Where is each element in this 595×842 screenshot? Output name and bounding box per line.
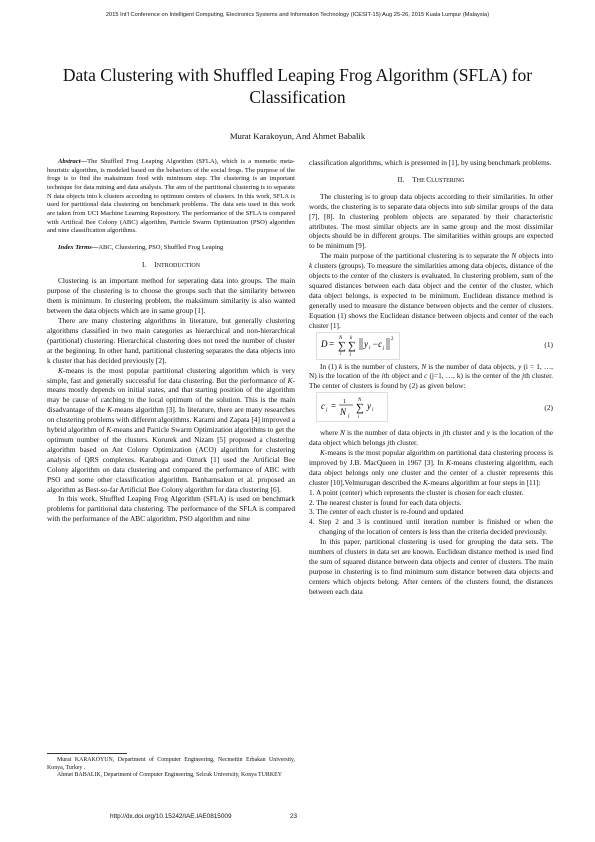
abstract-label: Abstract— bbox=[58, 158, 88, 165]
svg-text:i: i bbox=[372, 408, 374, 414]
svg-text:∑: ∑ bbox=[356, 402, 364, 415]
footnotes bbox=[47, 757, 295, 780]
kmeans-step-4: 4. Step 2 and 3 is continued until iteration number is finished or when the changing of the location of centers is less than the criteria decided previously. bbox=[309, 517, 553, 537]
svg-text:N: N bbox=[340, 407, 347, 418]
svg-text:−c: −c bbox=[372, 338, 383, 349]
paper-title: Data Clustering with Shuffled Leaping Frog Algorithm (SFLA) for Classification bbox=[62, 65, 533, 107]
section-heading-clustering: II. THE CLUSTERING bbox=[397, 174, 465, 184]
svg-text:=: = bbox=[329, 338, 335, 349]
kmeans-step-2: 2. The nearest cluster is found for each data objects. bbox=[309, 497, 462, 507]
conference-header: 2015 Int'l Conference on Intelligent Computing, Electronics Systems and Information Technology (ICESIT-15) Aug 25-26, 2015 Kuala Lumpur (Malaysia) bbox=[105, 12, 490, 18]
authors: Murat Karakoyun, And Ahmet Babalik bbox=[229, 131, 366, 141]
clustering-paragraph-4: where N is the number of data objects in jth cluster and y is the location of the data object which belongs jth cluster. bbox=[309, 428, 553, 448]
equation-2-number: (2) bbox=[544, 403, 553, 413]
intro-paragraph-1: Clustering is an important method for seperating data into groups. The main purpose of the clustering is to choose the groups such that the similarity between them is minimum. In clustering problem, the maksimum similarity is also wanted between the data objects which are in same group [1]. bbox=[47, 276, 295, 316]
page-number: 23 bbox=[290, 813, 298, 820]
equation-2 bbox=[309, 395, 553, 421]
svg-text:N: N bbox=[358, 398, 362, 404]
svg-text:=: = bbox=[331, 401, 337, 412]
equation-2-formula bbox=[319, 393, 429, 421]
intro-paragraph-last: In this work, Shuffled Leaping Frog Algorithm (SFLA) is used on benchmark problems for partitional data clustering. The performance of the SFLA is compared with the performance of the ABC algorithm, PSO algorithm and nine bbox=[47, 494, 295, 524]
svg-text:y: y bbox=[367, 401, 371, 412]
clustering-paragraph-5: K-means is the most popular algorithm on partitional data clustering process is improved by J.B. MacQueen in 1967 [3]. In K-means clustering algorithm, each data object belongs only one cluster and the center of a cluster represents this cluster [10].Velmurugan described the K-means algorithm at four steps in [11]: bbox=[309, 448, 553, 487]
clustering-paragraph-6: In this paper, partitional clustering is used for grouping the data sets. The numbers of clusters in data set are known. Euclidean distance method is used find the sum of squared distance between data objects and center of clusters. The main purpose in clustering is to find minimum sum distance between data objects and centers which objects belong. After centers of the clusters found, the distances between each data bbox=[309, 537, 553, 596]
footnote-2: Ahmet BABALIK, Department of Computer Engineering, Selcuk University, Konya TURKEY bbox=[57, 772, 282, 779]
svg-text:D: D bbox=[321, 338, 328, 349]
index-terms-text: ABC, Cluestering, PSO, Shuffled Frog Leaping bbox=[98, 243, 224, 251]
svg-text:∑: ∑ bbox=[348, 339, 356, 352]
clustering-paragraph-1: The clustering is to group data objects according to their similarities. In other words, the clustering is to separate data objects into sub similar groups of the data [7], [8]. In clustering problem objects are separated by their characteristic attributes. The most similar objects are in same group and the most dissimilar objects should be in different groups. The similarities within groups are expected to be minimum [9]. bbox=[309, 191, 553, 251]
equation-1 bbox=[309, 335, 553, 355]
clustering-paragraph-3: In (1) k is the number of clusters, N is the number of data objects, y (i = 1, …, N) is the location of the ith object and c (j=1, …, k) is the center of the jth cluster. The center of clusters is found by (2) as given below: bbox=[309, 361, 554, 391]
svg-text:j: j bbox=[326, 408, 328, 414]
clustering-paragraph-2: The main purpose of the partitional clustering is to separate the N objects into k clusters (groups). To measure the similarities among data objects, distance of the objects to the center of the clusters is evaluated. In clustering problem, sum of the squared distances between each data object and the center of the cluster, which data object belongs, is expected to be minimum. Euclidean distance method is generally used to measure the distance between objects and the center of clusters. Equation (1) shows the Euclidean distance between objects and center of the each cluster [1]. bbox=[309, 251, 553, 330]
abstract-text: The Shuffled Frog Leaping Algorithm (SFLA), which is a memetic meta-heuristic algorithm, is modeled based on the behaviors of the social frogs. The purpose of the frogs is to find the maksimum food with minimum step. The clustering is an important technique for data mining and data analysis. The aim of the partitional clustering is to separate N data objects into k clusters according to optimum centers of clusters. In this work, SFLA is used for partitional data clustering on benchmark problems. The data sets used in this work are taken from UCI Machine Learning Repository. The performance of the SFLA is compared with Artifical Bee Colony (ABC) algorithm, Particle Swarm Optimization (PSO) algorithm and nine classification algorithms. bbox=[47, 158, 295, 235]
section-heading-introduction: I. INTRODUCTION bbox=[141, 259, 201, 269]
svg-text:N: N bbox=[339, 335, 343, 341]
footnote-1: Murat KARAKOYUN, Department of Computer Engineering, Necmettin Erbakan University, Konya, Turkey . bbox=[47, 757, 295, 771]
svg-text:k: k bbox=[350, 335, 353, 341]
svg-text:2: 2 bbox=[391, 336, 394, 342]
left-column bbox=[47, 158, 295, 524]
kmeans-step-3: 3. The center of each cluster is re-found and updated bbox=[309, 507, 464, 517]
svg-text:∑: ∑ bbox=[338, 339, 346, 352]
intro-paragraph-kmeans: K-means is the most popular partitional clustering algorithm which is very simple, fast and generally successful for data clustering. But the performance of K-means mostly depends on initial states, and that starting position of the algorithm may be cause of catching to the local optimum of the solution. This is the main disadvantage of the K-means algorithm [3]. In literature, there are many researches on clustering problems with different algorithms. Karami and Zapata [4] improved a hybrid algorithm of K-means and Particle Swarm Optimization algorithms to get the optimum number of the clusters. Korurek and Nizam [5] proposed a clustering algorithm based on Ant Colony Optimization (ACO) algorithm for clustering analysis of QRS complexes. Karaboga and Ozturk [1] used the Artificial Bee Colony algorithm on data clustering and compared the performance of ABC with PSO and some other classification algorithm. Banharnsakun et al. proposed an algorithm as Best-so-far Artificial Bee Colony algorithm for data clustering [6]. bbox=[47, 365, 295, 494]
svg-text:j: j bbox=[350, 351, 352, 357]
svg-text:i: i bbox=[340, 351, 342, 357]
equation-1-formula bbox=[319, 333, 439, 357]
intro-paragraph-2: There are many clustering algorithms in literature, but generally clustering algorithms classified in two main categories as hierarchical and non-hierarchical (partitional) clustering. Hierarchical clustering does not need the number of cluster at the beginning. In other hand, partitional clustering separates the data objects into k cluster that has decided previously [2]. bbox=[47, 316, 295, 365]
svg-text:j: j bbox=[348, 414, 350, 420]
abstract bbox=[47, 158, 295, 236]
right-intro: classification algorithms, which is presented in [1], by using benchmark problems. bbox=[309, 158, 552, 167]
index-terms bbox=[47, 244, 295, 253]
right-column bbox=[309, 158, 553, 597]
footnote-rule bbox=[47, 753, 127, 754]
index-terms-label: Index Terms— bbox=[58, 243, 99, 251]
kmeans-step-1: 1. A point (center) which represents the cluster is chosen for each cluster. bbox=[309, 487, 524, 497]
svg-text:y: y bbox=[364, 338, 368, 349]
footer-doi-link[interactable]: http://dx.doi.org/10.15242/IAE.IAE0815009 bbox=[110, 813, 232, 820]
equation-1-number: (1) bbox=[544, 339, 553, 349]
svg-text:1: 1 bbox=[343, 399, 346, 406]
svg-text:j: j bbox=[383, 345, 385, 351]
svg-text:i: i bbox=[358, 415, 360, 421]
svg-text:c: c bbox=[321, 401, 325, 412]
svg-text:i: i bbox=[369, 345, 371, 351]
